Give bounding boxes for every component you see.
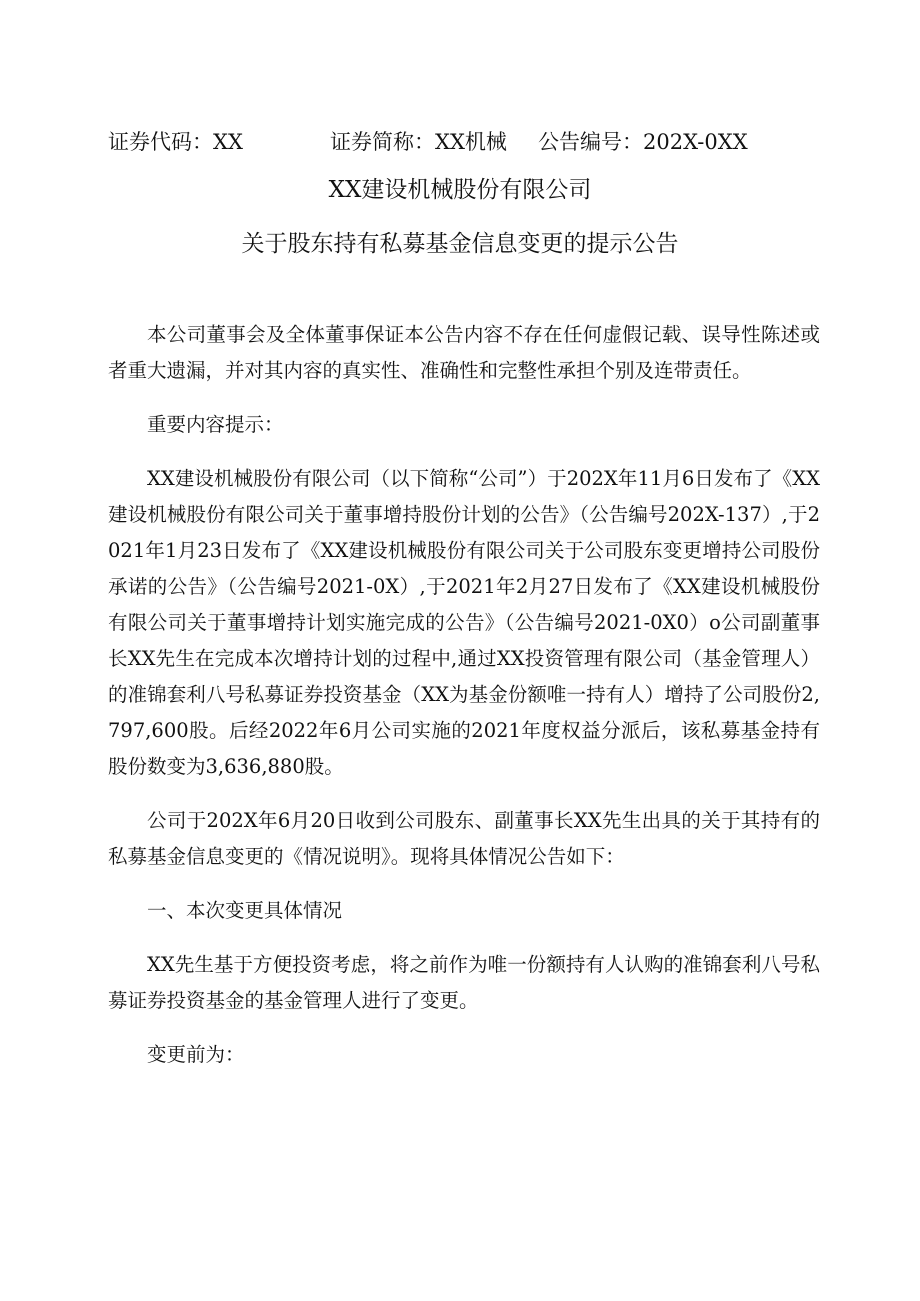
declaration-paragraph: 本公司董事会及全体董事保证本公告内容不存在任何虚假记载、误导性陈述或者重大遗漏，并对其内容的真实性、准确性和完整性承担个别及连带责任。 [108,323,820,382]
company-name: XX建设机械股份有限公司 [328,177,592,203]
announcement-header [108,124,828,160]
before-change-label: 变更前为： [147,1043,245,1066]
document-body [108,317,820,1091]
background-paragraph: XX建设机械股份有限公司（以下简称“公司”）于202X年11月6日发布了《XX建设机械股份有限公司关于董事增持股份计划的公告》（公告编号202X-137）,于2021年1月23日发布了《XX建设机械股份有限公司关于公司股东变更增持公司股份承诺的公告》（公告编号2021-0X）,于2021年2月27日发布了《XX建设机械股份有限公司关于董事增持计划实施完成的公告》（公告编号2021-0X0）o公司副董事长XX先生在完成本次增持计划的过程中,通过XX投资管理有限公司（基金管理人）的准锦套利八号私募证券投资基金（XX为基金份额唯一持有人）增持了公司股份2,797,600股。后经2022年6月公司实施的2021年度权益分派后，该私募基金持有股份数变为3,636,880股。 [108,467,820,778]
stock-abbreviation: 证券简称：XX机械 [330,130,507,154]
change-description-paragraph: XX先生基于方便投资考虑，将之前作为唯一份额持有人认购的准锦套利八号私募证券投资基金的基金管理人进行了变更。 [108,953,820,1012]
stock-code: 证券代码：XX [108,130,243,154]
notice-number: 公告编号：202X-0XX [538,130,748,154]
document-title: 关于股东持有私募基金信息变更的提示公告 [241,231,679,257]
section-one-heading: 一、本次变更具体情况 [147,899,343,922]
key-tips-heading: 重要内容提示： [147,413,284,436]
receipt-paragraph: 公司于202X年6月20日收到公司股东、副董事长XX先生出具的关于其持有的私募基金信息变更的《情况说明》。现将具体情况公告如下： [108,809,820,868]
